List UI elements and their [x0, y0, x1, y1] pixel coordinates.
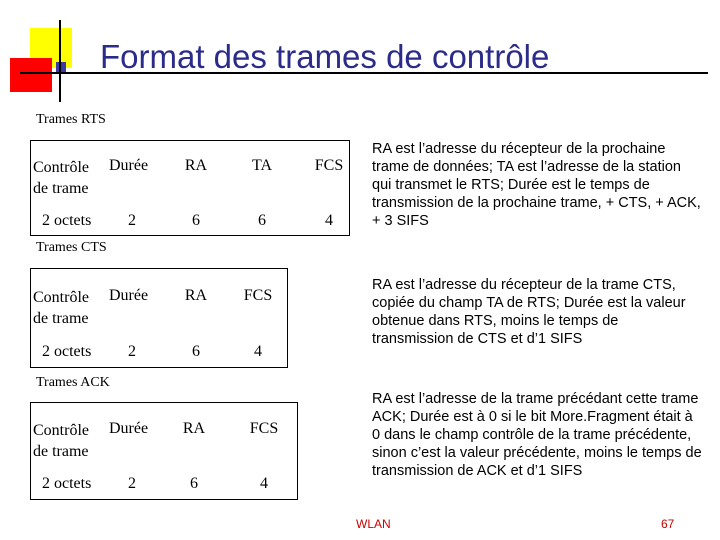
size-controle: 2 octets [42, 475, 92, 492]
field-duree: Durée [109, 157, 149, 174]
field-ra: RA [182, 420, 206, 437]
section-heading-cts: Trames CTS [36, 240, 107, 255]
field-ra: RA [184, 157, 208, 174]
size-ra: 6 [192, 212, 200, 229]
size-fcs: 4 [260, 475, 268, 492]
decorative-red-square [10, 58, 52, 92]
field-fcs: FCS [314, 157, 344, 174]
field-controle-de-trame: Contrôle de trame [33, 422, 89, 460]
description-ack: RA est l’adresse de la trame précédant cette trame ACK; Durée est à 0 si le bit More.Fragment était à 0 dans le champ contrôle de la trame précédente, sinon c’est la valeur précédente, moins le temps de transmission de ACK et d’1 SIFS [372, 391, 702, 479]
field-controle-de-trame: Contrôle de trame [33, 289, 89, 327]
footer-label: WLAN [356, 517, 391, 531]
size-ra: 6 [190, 475, 198, 492]
size-duree: 2 [128, 343, 136, 360]
size-ra: 6 [192, 343, 200, 360]
decorative-vertical-line [59, 20, 61, 102]
decorative-blue-square [56, 62, 66, 72]
frame-diagram-rts [30, 140, 350, 236]
field-fcs: FCS [249, 420, 279, 437]
size-duree: 2 [128, 475, 136, 492]
size-controle: 2 octets [42, 212, 92, 229]
frame-diagram-ack [30, 402, 298, 500]
field-ra: RA [184, 287, 208, 304]
field-ta: TA [251, 157, 273, 174]
frame-diagram-cts [30, 268, 288, 368]
size-duree: 2 [128, 212, 136, 229]
field-duree: Durée [109, 420, 149, 437]
field-controle-de-trame: Contrôle de trame [33, 159, 89, 197]
size-controle: 2 octets [42, 343, 92, 360]
size-ta: 6 [258, 212, 266, 229]
section-heading-ack: Trames ACK [36, 375, 110, 390]
section-heading-rts: Trames RTS [36, 112, 106, 127]
slide-title: Format des trames de contrôle [100, 38, 550, 75]
size-fcs: 4 [325, 212, 333, 229]
description-cts: RA est l’adresse du récepteur de la trame CTS, copiée du champ TA de RTS; Durée est la valeur obtenue dans RTS, moins le temps de transmission de CTS et d’1 SIFS [372, 277, 686, 347]
field-duree: Durée [109, 287, 149, 304]
size-fcs: 4 [254, 343, 262, 360]
page-number: 67 [661, 517, 675, 531]
field-fcs: FCS [243, 287, 273, 304]
description-rts: RA est l’adresse du récepteur de la prochaine trame de données; TA est l’adresse de la station qui transmet le RTS; Durée est le temps de transmission de la prochaine trame, + CTS, + ACK, + 3 SIFS [372, 141, 701, 229]
